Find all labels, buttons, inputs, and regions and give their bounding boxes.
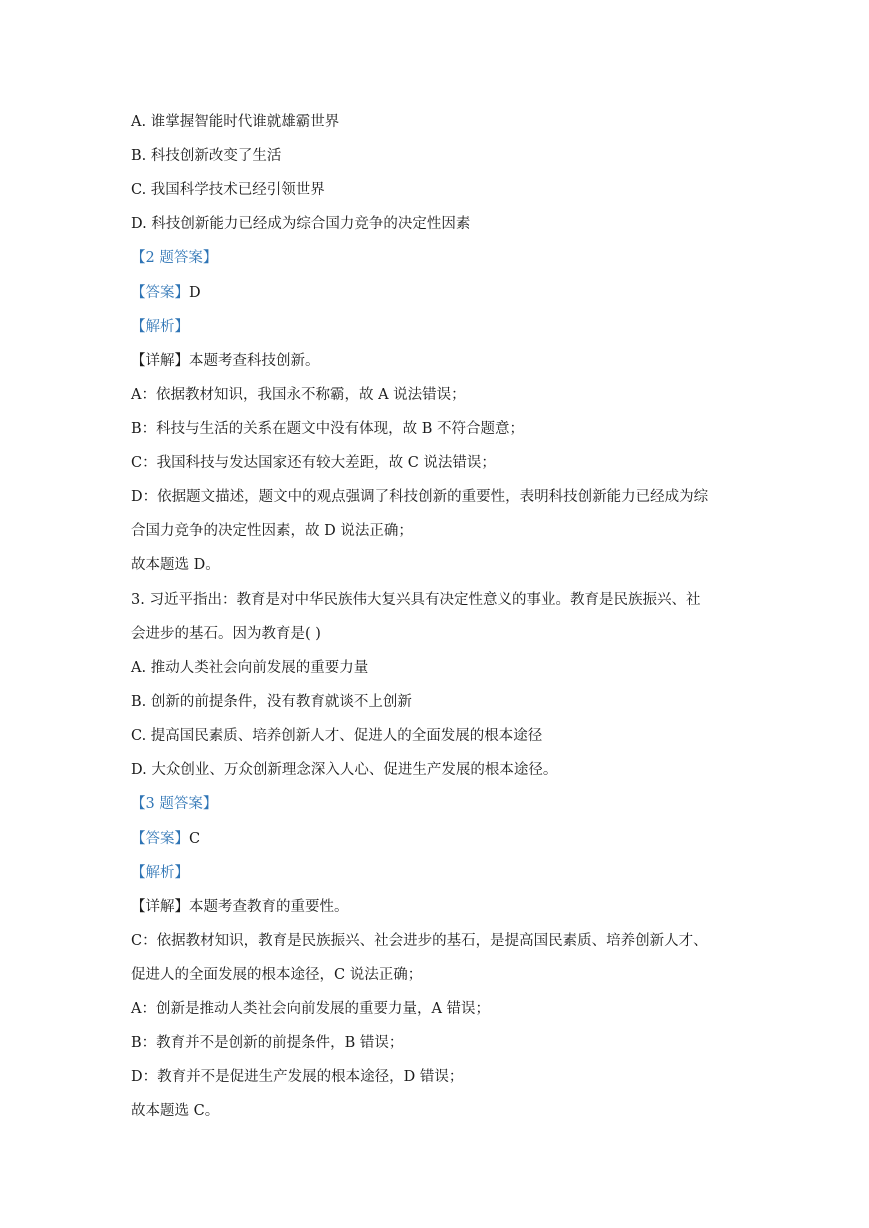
q3-stem-line1: 3. 习近平指出：教育是对中华民族伟大复兴具有决定性意义的事业。教育是民族振兴、社 bbox=[131, 592, 701, 608]
q2-answer-header: 【2 题答案】 bbox=[131, 250, 218, 266]
q2-answer-label bbox=[131, 283, 751, 303]
q3-explain-c-line1: C：依据教材知识，教育是民族振兴、社会进步的基石，是提高国民素质、培养创新人才、 bbox=[131, 933, 708, 949]
q3-option-b: B. 创新的前提条件，没有教育就谈不上创新 bbox=[131, 694, 412, 710]
q3-detail: 【详解】本题考查教育的重要性。 bbox=[131, 899, 349, 915]
q3-option-c: C. 提高国民素质、培养创新人才、促进人的全面发展的根本途径 bbox=[131, 728, 543, 744]
q2-conclusion: 故本题选 D。 bbox=[131, 557, 220, 573]
q2-answer-text-letter: D bbox=[189, 285, 201, 301]
q2-explain-d-line1: D：依据题文描述，题文中的观点强调了科技创新的重要性，表明科技创新能力已经成为综 bbox=[131, 489, 709, 505]
q2-option-a: A. 谁掌握智能时代谁就雄霸世界 bbox=[131, 114, 340, 130]
q3-option-d: D. 大众创业、万众创新理念深入人心、促进生产发展的根本途径。 bbox=[131, 762, 558, 778]
q2-analysis-label: 【解析】 bbox=[131, 319, 189, 335]
q3-option-a: A. 推动人类社会向前发展的重要力量 bbox=[131, 660, 369, 676]
q3-explain-b: B：教育并不是创新的前提条件，B 错误； bbox=[131, 1035, 404, 1051]
q2-option-c: C. 我国科学技术已经引领世界 bbox=[131, 182, 325, 198]
q2-explain-c: C：我国科技与发达国家还有较大差距，故 C 说法错误； bbox=[131, 455, 496, 471]
q2-option-d: D. 科技创新能力已经成为综合国力竞争的决定性因素 bbox=[131, 216, 471, 232]
q3-explain-d: D：教育并不是促进生产发展的根本途径，D 错误； bbox=[131, 1069, 464, 1085]
q2-explain-d-line2: 合国力竞争的决定性因素，故 D 说法正确； bbox=[131, 523, 413, 539]
q2-explain-a: A：依据教材知识，我国永不称霸，故 A 说法错误； bbox=[131, 387, 466, 403]
q3-answer-text-letter: C bbox=[189, 831, 201, 847]
q2-explain-b: B：科技与生活的关系在题文中没有体现，故 B 不符合题意； bbox=[131, 421, 525, 437]
q3-analysis-label: 【解析】 bbox=[131, 865, 189, 881]
q3-explain-a: A：创新是推动人类社会向前发展的重要力量，A 错误； bbox=[131, 1001, 491, 1017]
q3-answer-label bbox=[131, 829, 751, 849]
q2-detail: 【详解】本题考查科技创新。 bbox=[131, 353, 320, 369]
q2-option-b: B. 科技创新改变了生活 bbox=[131, 148, 282, 164]
q3-explain-c-line2: 促进人的全面发展的根本途径，C 说法正确； bbox=[131, 967, 423, 983]
q2-answer-text: 【答案】 bbox=[131, 285, 189, 301]
q3-stem-line2: 会进步的基石。因为教育是( ) bbox=[131, 626, 321, 642]
q3-answer-header: 【3 题答案】 bbox=[131, 796, 218, 812]
q3-answer-text: 【答案】 bbox=[131, 831, 189, 847]
q3-conclusion: 故本题选 C。 bbox=[131, 1103, 220, 1119]
